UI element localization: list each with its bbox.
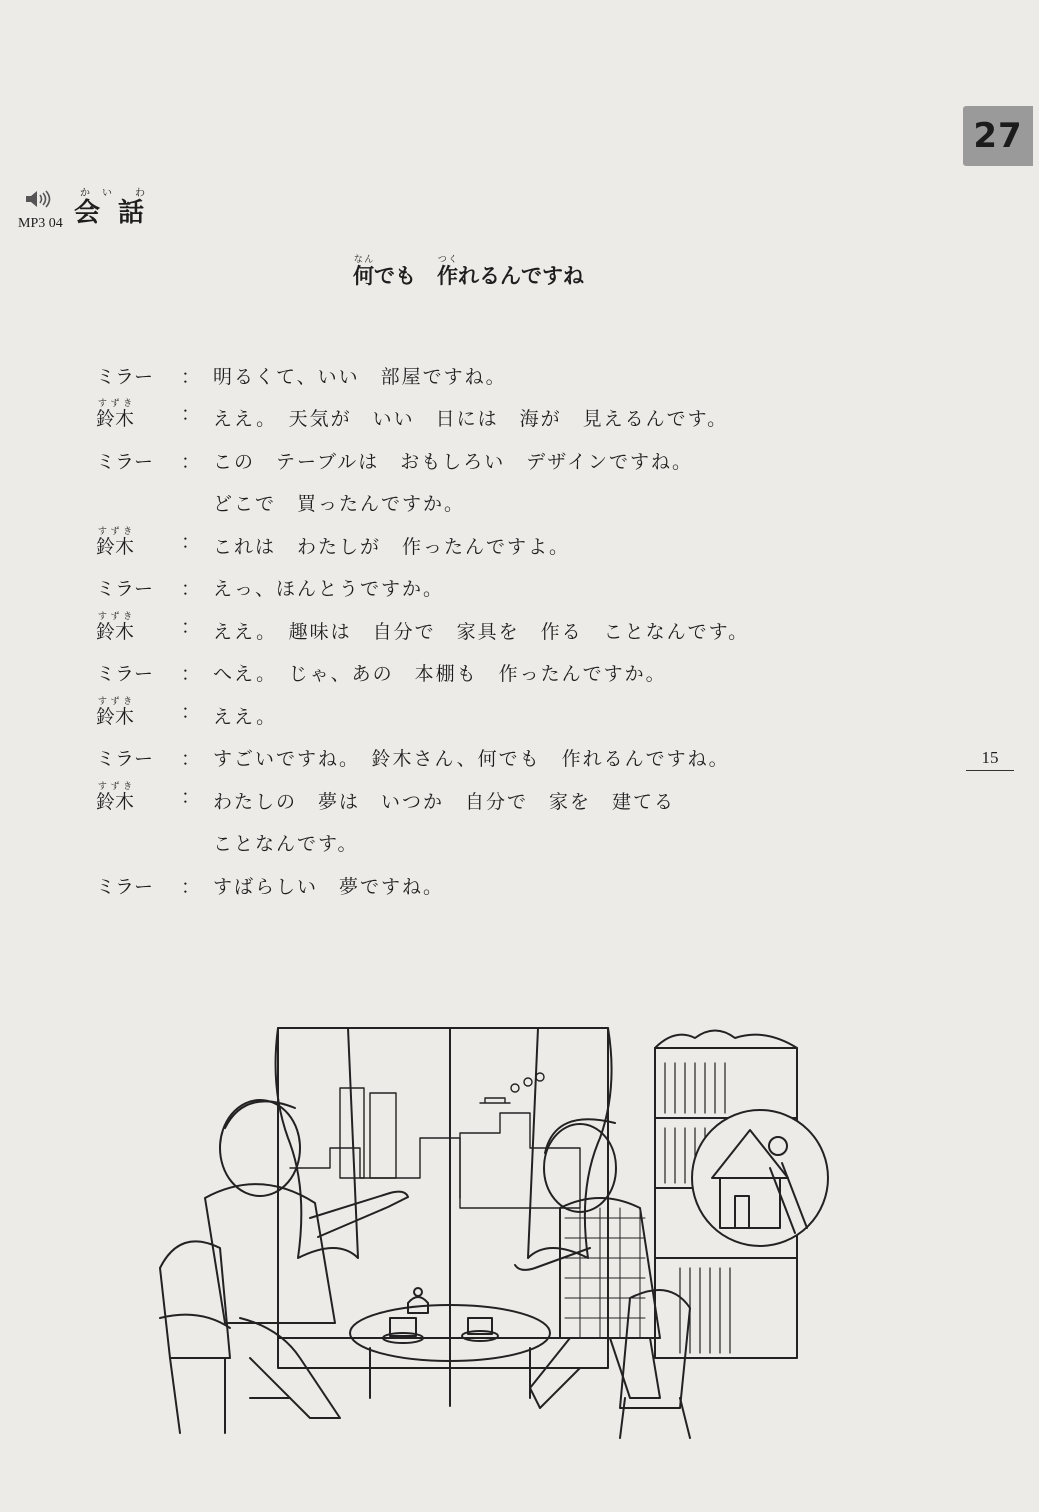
man-right-suzuki: [515, 1119, 660, 1408]
man-left-miller: [205, 1100, 408, 1418]
audio-track[interactable]: [18, 188, 74, 236]
dialog-line: [96, 389, 896, 432]
speaker-name: ミラー ：: [96, 450, 201, 473]
utterance: すごいですね。 鈴木さん、何でも 作れるんですね。: [213, 748, 730, 770]
section-char-2: 話わ: [118, 188, 163, 228]
city-view: [290, 1073, 580, 1208]
armchair-left: [160, 1241, 230, 1433]
dialog-line: [96, 431, 896, 474]
dialog-line: [96, 814, 896, 857]
dialog-line: [96, 729, 896, 772]
utterance: へえ。 じゃ、あの 本棚も 作ったんですか。: [213, 663, 667, 685]
utterance: この テーブルは おもしろい デザインですね。: [213, 450, 693, 473]
utterance: ええ。: [213, 705, 278, 728]
window: [278, 1028, 608, 1368]
dialog-line: [96, 346, 896, 389]
speaker-name: 鈴木すずき ：: [96, 696, 201, 728]
dialog: [96, 346, 896, 899]
utterance: 明るくて、いい 部屋ですね。: [213, 365, 507, 388]
utterance: ことなんです。: [213, 833, 359, 855]
lesson-number: 27: [973, 116, 1023, 156]
utterance: すばらしい 夢ですね。: [213, 875, 445, 898]
dialog-line: [96, 559, 896, 602]
speaker-icon: [24, 188, 54, 210]
speaker-name: ミラー ：: [96, 748, 201, 770]
page-number: 15: [966, 748, 1014, 771]
section-title: [74, 188, 162, 229]
utterance: どこで 買ったんですか。: [213, 493, 466, 515]
utterance: えっ、ほんとうですか。: [213, 578, 445, 600]
speaker-name: 鈴木すずき ：: [96, 399, 201, 430]
speaker-name: ミラー ：: [96, 578, 201, 600]
speaker-name: 鈴木すずき ：: [96, 611, 201, 643]
mp3-track-label: MP3 04: [18, 216, 63, 231]
section-char-1: 会かい: [74, 188, 119, 228]
dialog-line: [96, 601, 896, 644]
utterance: わたしの 夢は いつか 自分で 家を 建てる: [213, 790, 676, 813]
dialog-line: [96, 644, 896, 687]
utterance: ええ。 天気が いい 日には 海が 見えるんです。: [213, 408, 729, 430]
dialog-line: [96, 771, 896, 814]
dialog-line: [96, 474, 896, 517]
speaker-name: ミラー ：: [96, 365, 201, 388]
speaker-name: ミラー ：: [96, 663, 201, 685]
curtains: [276, 1028, 612, 1258]
dialog-title: 何なんでも 作つくれるんですね: [353, 255, 584, 288]
dialog-line: [96, 856, 896, 899]
living-room-illustration: [150, 1018, 840, 1443]
dialog-line: [96, 516, 896, 559]
utterance: これは わたしが 作ったんですよ。: [213, 535, 571, 558]
utterance: ええ。 趣味は 自分で 家具を 作る ことなんです。: [213, 620, 750, 643]
speaker-name: 鈴木すずき ：: [96, 526, 201, 558]
speaker-name: ミラー ：: [96, 875, 201, 898]
dream-house-bubble: [692, 1110, 828, 1246]
speaker-name: 鈴木すずき ：: [96, 781, 201, 813]
dialog-line: [96, 686, 896, 729]
lesson-number-tab: [963, 106, 1033, 166]
